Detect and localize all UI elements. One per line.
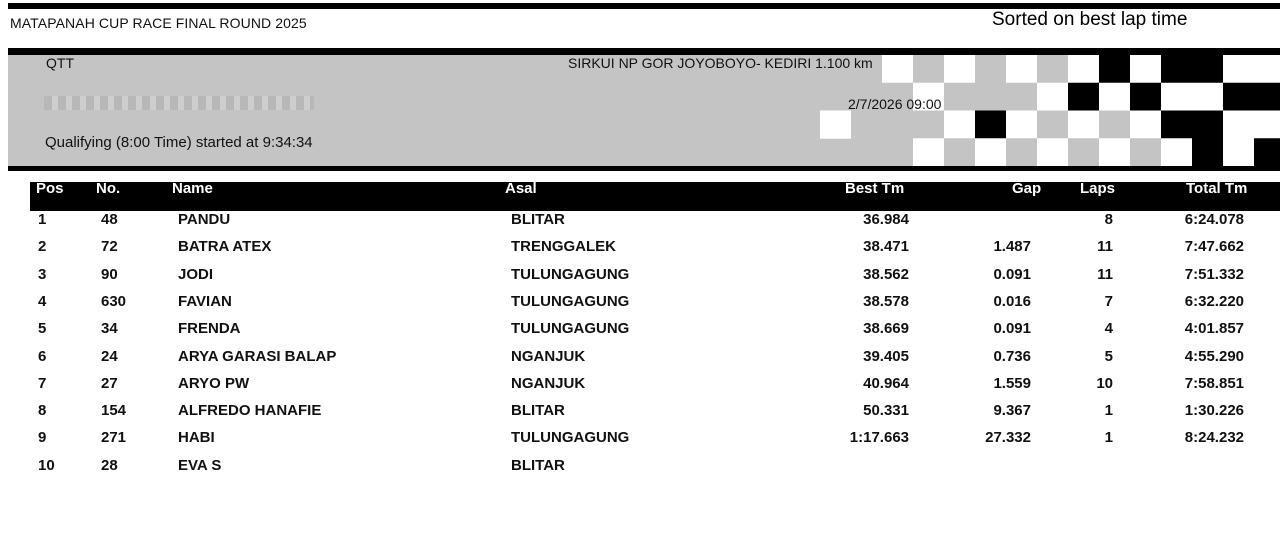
cell-number: 28 (101, 456, 118, 474)
cell-number: 27 (101, 374, 118, 392)
cell-laps: 5 (1104, 347, 1113, 365)
checker-square (1037, 138, 1068, 166)
col-total: Total Tm (1186, 180, 1248, 197)
cell-best-time: 1:17.663 (849, 429, 909, 447)
checker-square (1130, 55, 1161, 83)
checker-square (1006, 83, 1037, 111)
cell-total-time: 7:58.851 (1184, 374, 1244, 392)
checker-square (1161, 138, 1192, 166)
cell-asal: NGANJUK (511, 374, 586, 392)
cell-gap: 9.367 (993, 402, 1031, 420)
cell-name: BATRA ATEX (178, 238, 272, 256)
checker-square (944, 111, 975, 139)
cell-name: JODI (178, 265, 214, 283)
cell-laps: 7 (1104, 292, 1113, 310)
cell-pos: 7 (38, 374, 47, 392)
cell-total-time: 7:47.662 (1184, 238, 1244, 256)
cell-best-time: 36.984 (863, 211, 909, 228)
cell-number: 72 (101, 238, 118, 256)
cell-total-time: 4:55.290 (1184, 347, 1244, 365)
checker-square (1006, 138, 1037, 166)
cell-laps: 1 (1104, 429, 1113, 447)
cell-total-time: 6:24.078 (1184, 211, 1244, 228)
checker-square (1068, 138, 1099, 166)
col-laps: Laps (1080, 180, 1116, 197)
cell-laps: 1 (1104, 402, 1113, 420)
cell-total-time: 6:32.220 (1184, 292, 1244, 310)
cell-pos: 9 (38, 429, 47, 447)
checker-square (944, 138, 975, 166)
cell-asal: TULUNGAGUNG (511, 292, 630, 310)
cell-number: 34 (101, 320, 118, 338)
cell-asal: TULUNGAGUNG (511, 265, 630, 283)
cell-asal: TULUNGAGUNG (511, 320, 630, 338)
cell-name: EVA S (178, 456, 222, 474)
checker-square (913, 111, 944, 139)
cell-name: FAVIAN (178, 292, 232, 310)
cell-total-time: 4:01.857 (1184, 320, 1244, 338)
checker-square (1130, 138, 1161, 166)
cell-laps: 10 (1096, 374, 1113, 392)
cell-total-time: 7:51.332 (1184, 265, 1244, 283)
results-column-header (30, 182, 1280, 211)
cell-number: 271 (101, 429, 127, 447)
cell-best-time: 38.669 (863, 320, 909, 338)
cell-asal: TULUNGAGUNG (511, 429, 630, 447)
checker-square (1254, 111, 1280, 139)
cell-pos: 5 (38, 320, 47, 338)
session-code: QTT (46, 55, 74, 71)
checker-square (944, 55, 975, 83)
table-row (0, 211, 1280, 238)
cell-pos: 6 (38, 347, 47, 365)
cell-asal: BLITAR (511, 402, 565, 420)
checker-square (1192, 55, 1223, 83)
cell-pos: 3 (38, 265, 47, 283)
table-row (0, 348, 1280, 375)
col-best: Best Tm (845, 180, 905, 197)
checker-square (1037, 83, 1068, 111)
cell-best-time: 40.964 (863, 374, 909, 392)
checker-square (1068, 83, 1099, 111)
cell-number: 90 (101, 265, 118, 283)
cell-pos: 4 (38, 292, 47, 310)
sort-note: Sorted on best lap time (992, 9, 1188, 30)
cell-total-time: 8:24.232 (1184, 429, 1244, 447)
circuit-name: SIRKUI NP GOR JOYOBOYO- KEDIRI 1.100 km (568, 55, 873, 71)
cell-number: 48 (101, 211, 118, 228)
checker-square (1223, 83, 1254, 111)
checker-square (851, 138, 882, 166)
qualifying-info: Qualifying (8:00 Time) started at 9:34:34 (45, 134, 313, 151)
checker-square (820, 111, 851, 139)
cell-pos: 1 (38, 211, 47, 228)
cell-gap: 0.016 (993, 292, 1031, 310)
checker-square (1254, 83, 1280, 111)
table-row (0, 238, 1280, 265)
cell-laps: 8 (1104, 211, 1113, 228)
cell-asal: NGANJUK (511, 347, 586, 365)
cell-gap: 0.736 (993, 347, 1031, 365)
table-row (0, 457, 1280, 484)
cell-name: ALFREDO HANAFIE (178, 402, 322, 420)
checker-square (1254, 138, 1280, 166)
cell-total-time: 1:30.226 (1184, 402, 1244, 420)
checker-square (1099, 138, 1130, 166)
event-title: MATAPANAH CUP RACE FINAL ROUND 2025 (10, 15, 307, 31)
checker-square (1161, 111, 1192, 139)
checker-square (1006, 55, 1037, 83)
checker-square (882, 55, 913, 83)
cell-laps: 11 (1097, 238, 1113, 256)
checker-square (1192, 83, 1223, 111)
checker-square (913, 55, 944, 83)
cell-number: 630 (101, 292, 127, 310)
cell-pos: 8 (38, 402, 47, 420)
checker-square (1099, 55, 1130, 83)
cell-pos: 2 (38, 238, 47, 256)
checker-square (1192, 138, 1223, 166)
checker-square (1099, 83, 1130, 111)
checker-square (1254, 55, 1280, 83)
checker-square (975, 138, 1006, 166)
checker-square (913, 138, 944, 166)
cell-laps: 11 (1097, 265, 1113, 283)
col-pos: Pos (36, 180, 64, 197)
cell-asal: BLITAR (511, 456, 565, 474)
cell-asal: BLITAR (511, 211, 565, 228)
col-asal: Asal (505, 180, 537, 197)
blurred-text (44, 96, 314, 110)
cell-name: ARYO PW (178, 374, 250, 392)
checker-square (1006, 111, 1037, 139)
cell-gap: 27.332 (985, 429, 1031, 447)
cell-pos: 10 (38, 456, 55, 474)
cell-gap: 1.487 (993, 238, 1031, 256)
checker-square (1223, 138, 1254, 166)
checker-square (1099, 111, 1130, 139)
cell-best-time: 39.405 (863, 347, 909, 365)
checker-square (1068, 111, 1099, 139)
table-row (0, 375, 1280, 402)
col-name: Name (172, 180, 213, 197)
col-no: No. (96, 180, 121, 197)
cell-gap: 0.091 (993, 320, 1031, 338)
checker-square (1192, 111, 1223, 139)
checker-square (1223, 111, 1254, 139)
checker-square (975, 55, 1006, 83)
checker-square (1037, 111, 1068, 139)
checker-square (1161, 83, 1192, 111)
table-row (0, 429, 1280, 456)
checker-square (1068, 55, 1099, 83)
cell-asal: TRENGGALEK (511, 238, 616, 256)
cell-best-time: 50.331 (863, 402, 909, 420)
cell-best-time: 38.562 (863, 265, 909, 283)
checker-square (975, 111, 1006, 139)
cell-gap: 0.091 (993, 265, 1031, 283)
cell-number: 154 (101, 402, 127, 420)
col-gap: Gap (1012, 180, 1042, 197)
cell-laps: 4 (1104, 320, 1113, 338)
checker-square (1161, 55, 1192, 83)
checker-square (1223, 55, 1254, 83)
table-row (0, 402, 1280, 429)
session-datetime: 2/7/2026 09:00 (848, 96, 942, 112)
cell-name: FRENDA (178, 320, 241, 338)
cell-name: HABI (178, 429, 215, 447)
cell-number: 24 (101, 347, 118, 365)
cell-best-time: 38.578 (863, 292, 909, 310)
table-row (0, 293, 1280, 320)
cell-gap: 1.559 (993, 374, 1031, 392)
checker-square (944, 83, 975, 111)
cell-name: ARYA GARASI BALAP (178, 347, 337, 365)
checker-square (1130, 83, 1161, 111)
table-row (0, 266, 1280, 293)
cell-best-time: 38.471 (863, 238, 909, 256)
table-row (0, 320, 1280, 347)
checker-square (1130, 111, 1161, 139)
cell-name: PANDU (178, 211, 231, 228)
